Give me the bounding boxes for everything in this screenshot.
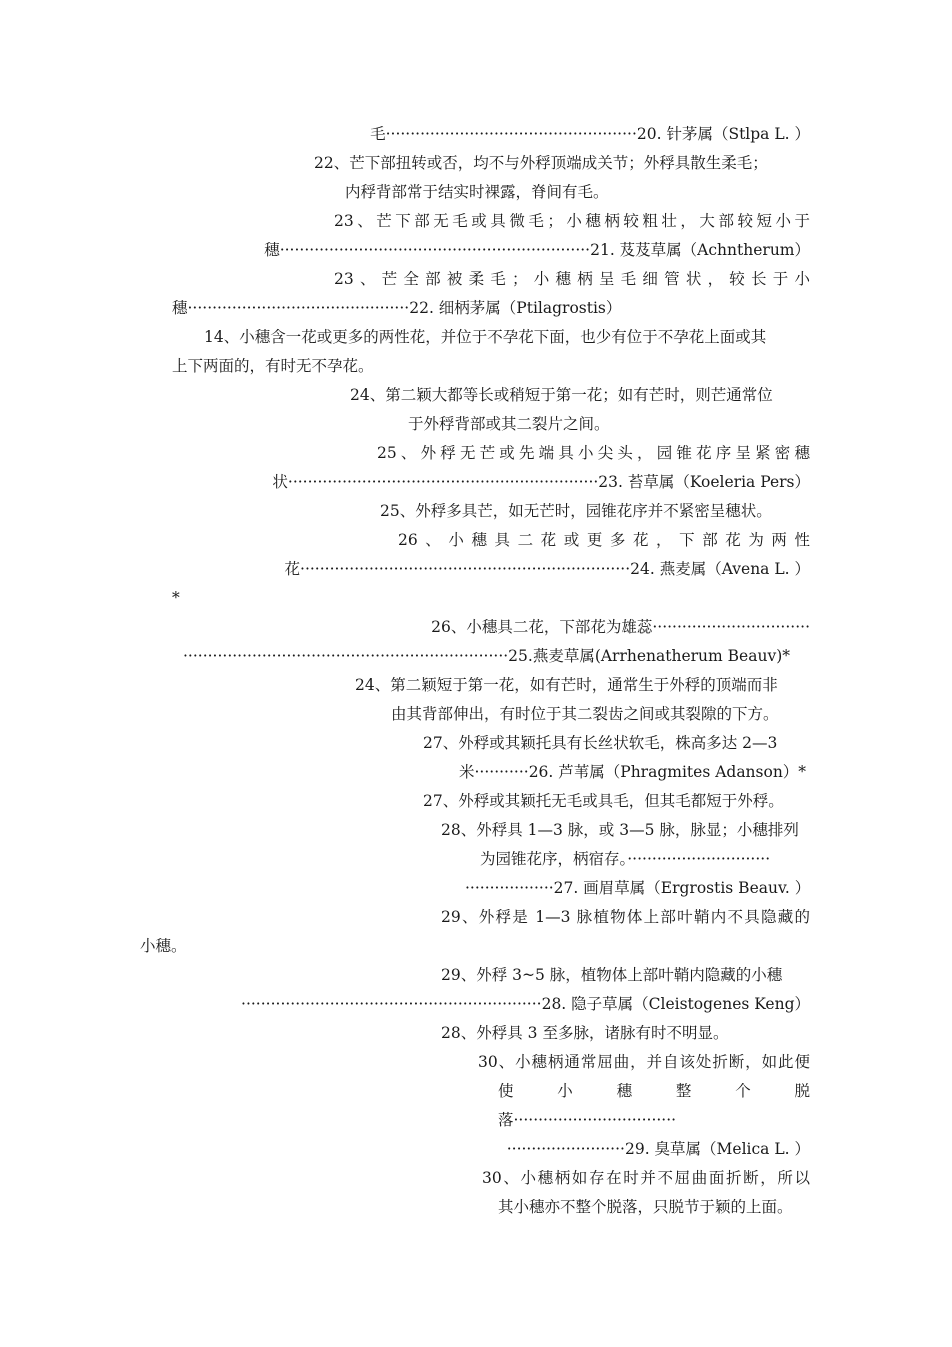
key-line: 23、芒下部无毛或具微毛；小穗柄较粗壮，大部较短小于: [334, 212, 810, 230]
key-line: 28、外稃具 1—3 脉，或 3—5 脉，脉显；小穗排列: [441, 821, 799, 839]
key-line: 29、外稃 3~5 脉，植物体上部叶鞘内隐藏的小穗: [441, 966, 783, 984]
key-line: 毛···················································20. 针茅属（Stlpa L. ）: [370, 125, 810, 143]
key-line: 状·······························································23. 苔草属（Koeleria Pers）: [272, 473, 810, 491]
key-line: 26、小穗具二花或更多花，下部花为两性: [398, 531, 810, 549]
key-line: 23、芒全部被柔毛；小穗柄呈毛细管状，较长于小: [334, 270, 810, 288]
key-line: 27、外稃或其颖托具有长丝状软毛，株高多达 2—3: [423, 734, 778, 752]
key-line: 24、第二颖短于第一花，如有芒时，通常生于外稃的顶端而非: [355, 676, 778, 694]
key-line: 花···································································24. 燕麦属（Avena L. ）: [284, 560, 810, 578]
key-line: *: [172, 589, 180, 607]
key-line: 上下两面的，有时无不孕花。: [172, 357, 374, 375]
key-line: 于外稃背部或其二裂片之间。: [408, 415, 610, 433]
key-line: ························29. 臭草属（Melica L. ）: [506, 1140, 810, 1158]
key-line: 27、外稃或其颖托无毛或具毛，但其毛都短于外稃。: [423, 792, 784, 810]
key-line: 26、小穗具二花，下部花为雄蕊································: [431, 618, 810, 636]
key-line: 25、外稃多具芒，如无芒时，园锥花序并不紧密呈穗状。: [380, 502, 772, 520]
key-line: 30、小穗柄如存在时并不屈曲面折断，所以: [482, 1169, 810, 1187]
key-line: 24、第二颖大都等长或稍短于第一花；如有芒时，则芒通常位: [350, 386, 773, 404]
key-line: 内稃背部常于结实时裸露，脊间有毛。: [345, 183, 609, 201]
key-line: 25、外稃无芒或先端具小尖头，园锥花序呈紧密穗: [377, 444, 810, 462]
key-line: ··················27. 画眉草属（Ergrostis Beauv. ）: [465, 879, 810, 897]
key-line: 米···········26. 芦苇属（Phragmites Adanson）*: [459, 763, 807, 781]
key-line: 使 小 穗 整 个 脱: [498, 1082, 810, 1100]
key-line: 14、小穗含一花或更多的两性花，并位于不孕花下面，也少有位于不孕花上面或其: [204, 328, 767, 346]
key-line: 29、外稃是 1—3 脉植物体上部叶鞘内不具隐藏的: [441, 908, 810, 926]
key-line: ·····························································28. 隐子草属（Cleistogenes Keng）: [241, 995, 810, 1013]
key-line: 其小穗亦不整个脱落，只脱节于颖的上面。: [498, 1198, 793, 1216]
key-line: 30、小穗柄通常屈曲，并自该处折断，如此便: [478, 1053, 810, 1071]
key-line: 22、芒下部扭转或否，均不与外稃顶端成关节；外稃具散生柔毛；: [314, 154, 768, 172]
key-line: 穗·············································22. 细柄茅属（Ptilagrostis）: [172, 299, 622, 317]
key-line: 穗·······························································21. 芨芨草属（Achntherum）: [264, 241, 810, 259]
key-line: 由其背部伸出，有时位于其二裂齿之间或其裂隙的下方。: [391, 705, 779, 723]
key-line: 为园锥花序，柄宿存。·····························: [480, 850, 771, 868]
key-line: 28、外稃具 3 至多脉，诸脉有时不明显。: [441, 1024, 729, 1042]
key-line: 小穗。: [140, 937, 187, 955]
key-line: ··································································25.燕麦草属(Arrhenatherum Beauv)*: [182, 647, 790, 665]
key-line: 落·································: [498, 1111, 677, 1129]
